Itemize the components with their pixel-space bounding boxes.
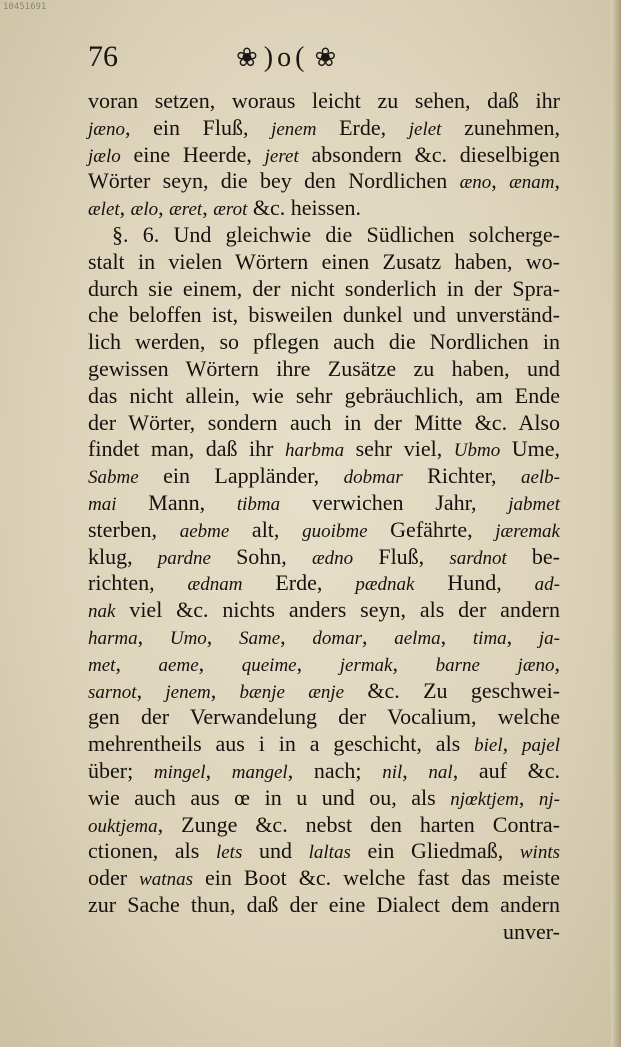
floral-ornament-icon: ❀ [236,43,258,73]
text-line: Sabme ein Lappländer, dobmar Richter, aelb- [88,463,561,489]
text-line: jælo eine Heerde, jeret absondern &c. dieselbigen [88,141,560,167]
text-line: met, aeme, queime, jermak, barne jæno, [88,650,560,676]
text-line: durch sie einem, der nicht sonderlich in der Spra- [88,275,560,301]
text-line: jæno, ein Fluß, jenem Erde, jelet zunehmen, [88,114,560,140]
text-line: findet man, daß ihr harbma sehr viel, Ubmo Ume, [88,436,560,462]
text-line: klug, pardne Sohn, ædno Fluß, sardnot be- [88,543,560,569]
text-line: der Wörter, sondern auch in der Mitte &c. Also [88,409,560,435]
text-line: ctionen, als lets und laltas ein Gliedmaß, wints [88,838,560,864]
ornament-separator: )o( [263,42,309,73]
text-line: mehrentheils aus i in a geschicht, als biel, pajel [88,731,561,757]
text-line: voran setzen, woraus leicht zu sehen, daß ihr [88,88,560,113]
floral-ornament-icon: ❀ [314,43,337,73]
text-line: das nicht allein, wie sehr gebräuchlich, am Ende [88,382,560,408]
text-line: gen der Verwandelung der Vocalium, welche [88,704,560,730]
text-line: wie auch aus œ in u und ou, als njœktjem, nj- [88,784,561,810]
text-line: oder watnas ein Boot &c. welche fast das meiste [88,865,561,891]
text-line: unver- [503,918,560,944]
text-line: zur Sache thun, daß der eine Dialect dem andern [88,891,560,917]
text-line: über; mingel, mangel, nach; nil, nal, auf &c. [88,757,561,783]
scan-id: 10451691 [3,2,47,12]
text-line: che beloffen ist, bisweilen dunkel und unverständ- [88,302,560,328]
text-line: gewissen Wörtern ihre Zusätze zu haben, und [88,355,560,381]
text-line: stalt in vielen Wörtern einen Zusatz haben, wo- [88,248,560,274]
body-text [88,88,560,946]
header-ornament [236,44,336,72]
text-line: nak viel &c. nichts anders seyn, als der andern [88,597,560,623]
text-line: ælet, ælo, æret, ærot &c. heissen. [88,195,361,221]
text-line: harma, Umo, Same, domar, aelma, tima, ja- [88,623,560,649]
text-line: §. 6. Und gleichwie die Südlichen solcherge- [112,221,560,247]
page-number: 76 [88,40,118,73]
text-line: mai Mann, tibma verwichen Jahr, jabmet [88,489,560,515]
page-header [88,40,558,84]
text-line: lich werden, so pflegen auch die Nordlichen in [88,329,560,355]
page-edge [611,0,621,1047]
text-line: sarnot, jenem, bænje ænje &c. Zu geschwei- [88,677,561,703]
text-line: Wörter seyn, die bey den Nordlichen æno, ænam, [88,168,560,194]
text-line: richten, ædnam Erde, pædnak Hund, ad- [88,570,560,596]
text-line: sterben, aebme alt, guoibme Gefährte, jæremak [88,516,560,542]
text-line: ouktjema, Zunge &c. nebst den harten Contra- [88,811,560,837]
